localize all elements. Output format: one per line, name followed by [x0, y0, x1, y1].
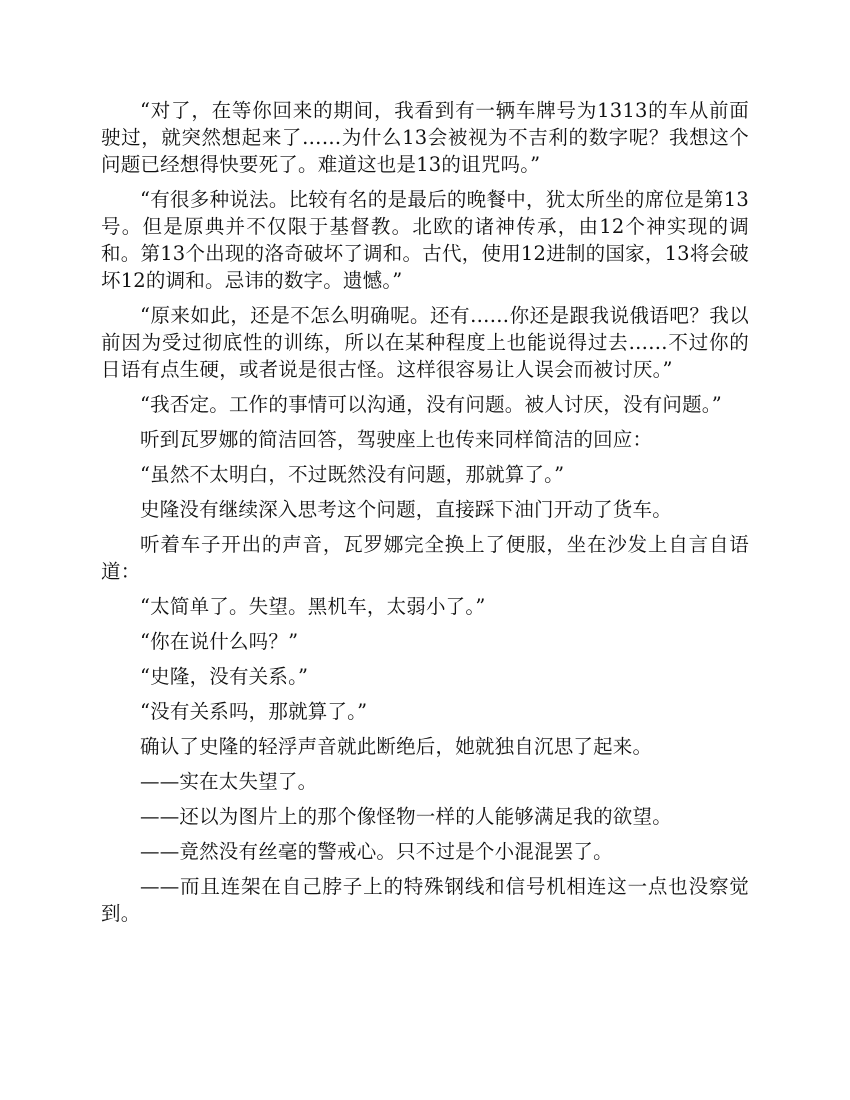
paragraph: ——而且连架在自己脖子上的特殊钢线和信号机相连这一点也没察觉到。 [101, 875, 749, 925]
paragraph: “没有关系吗，那就算了。” [140, 700, 368, 723]
paragraph: 确认了史隆的轻浮声音就此断绝后，她就独自沉思了起来。 [140, 735, 653, 758]
paragraph: “我否定。工作的事情可以沟通，没有问题。被人讨厌，没有问题。” [140, 393, 722, 416]
paragraph: “太简单了。失望。黑机车，太弱小了。” [140, 595, 486, 618]
paragraph: “对了，在等你回来的期间，我看到有一辆车牌号为1313的车从前面驶过，就突然想起来了……为什么13会被视为不吉利的数字呢？我想这个问题已经想得快要死了。难道这也是13的诅咒吗。” [101, 99, 749, 176]
paragraph: “有很多种说法。比较有名的是最后的晚餐中，犹太所坐的席位是第13号。但是原典并不仅限于基督教。北欧的诸神传承，由12个神实现的调和。第13个出现的洛奇破坏了调和。古代，使用12进制的国家，13将会破坏12的调和。忌讳的数字。遗憾。” [101, 188, 749, 292]
paragraph: ——实在太失望了。 [140, 770, 318, 793]
paragraph: 听着车子开出的声音，瓦罗娜完全换上了便服，坐在沙发上自言自语道： [101, 533, 749, 583]
paragraph: 史隆没有继续深入思考这个问题，直接踩下油门开动了货车。 [140, 498, 672, 521]
paragraph: “虽然不太明白，不过既然没有问题，那就算了。” [140, 463, 565, 486]
paragraph: ——还以为图片上的那个像怪物一样的人能够满足我的欲望。 [140, 805, 672, 828]
paragraph: ——竟然没有丝毫的警戒心。只不过是个小混混罢了。 [140, 840, 613, 863]
paragraph: “你在说什么吗？” [140, 630, 299, 653]
paragraph: 听到瓦罗娜的简洁回答，驾驶座上也传来同样简洁的回应： [140, 428, 653, 451]
paragraph: “原来如此，还是不怎么明确呢。还有……你还是跟我说俄语吧？我以前因为受过彻底性的训练，所以在某种程度上也能说得过去……不过你的日语有点生硬，或者说是很古怪。这样很容易让人误会而被讨厌。” [101, 304, 749, 381]
document-body [101, 97, 749, 935]
paragraph: “史隆，没有关系。” [140, 665, 309, 688]
